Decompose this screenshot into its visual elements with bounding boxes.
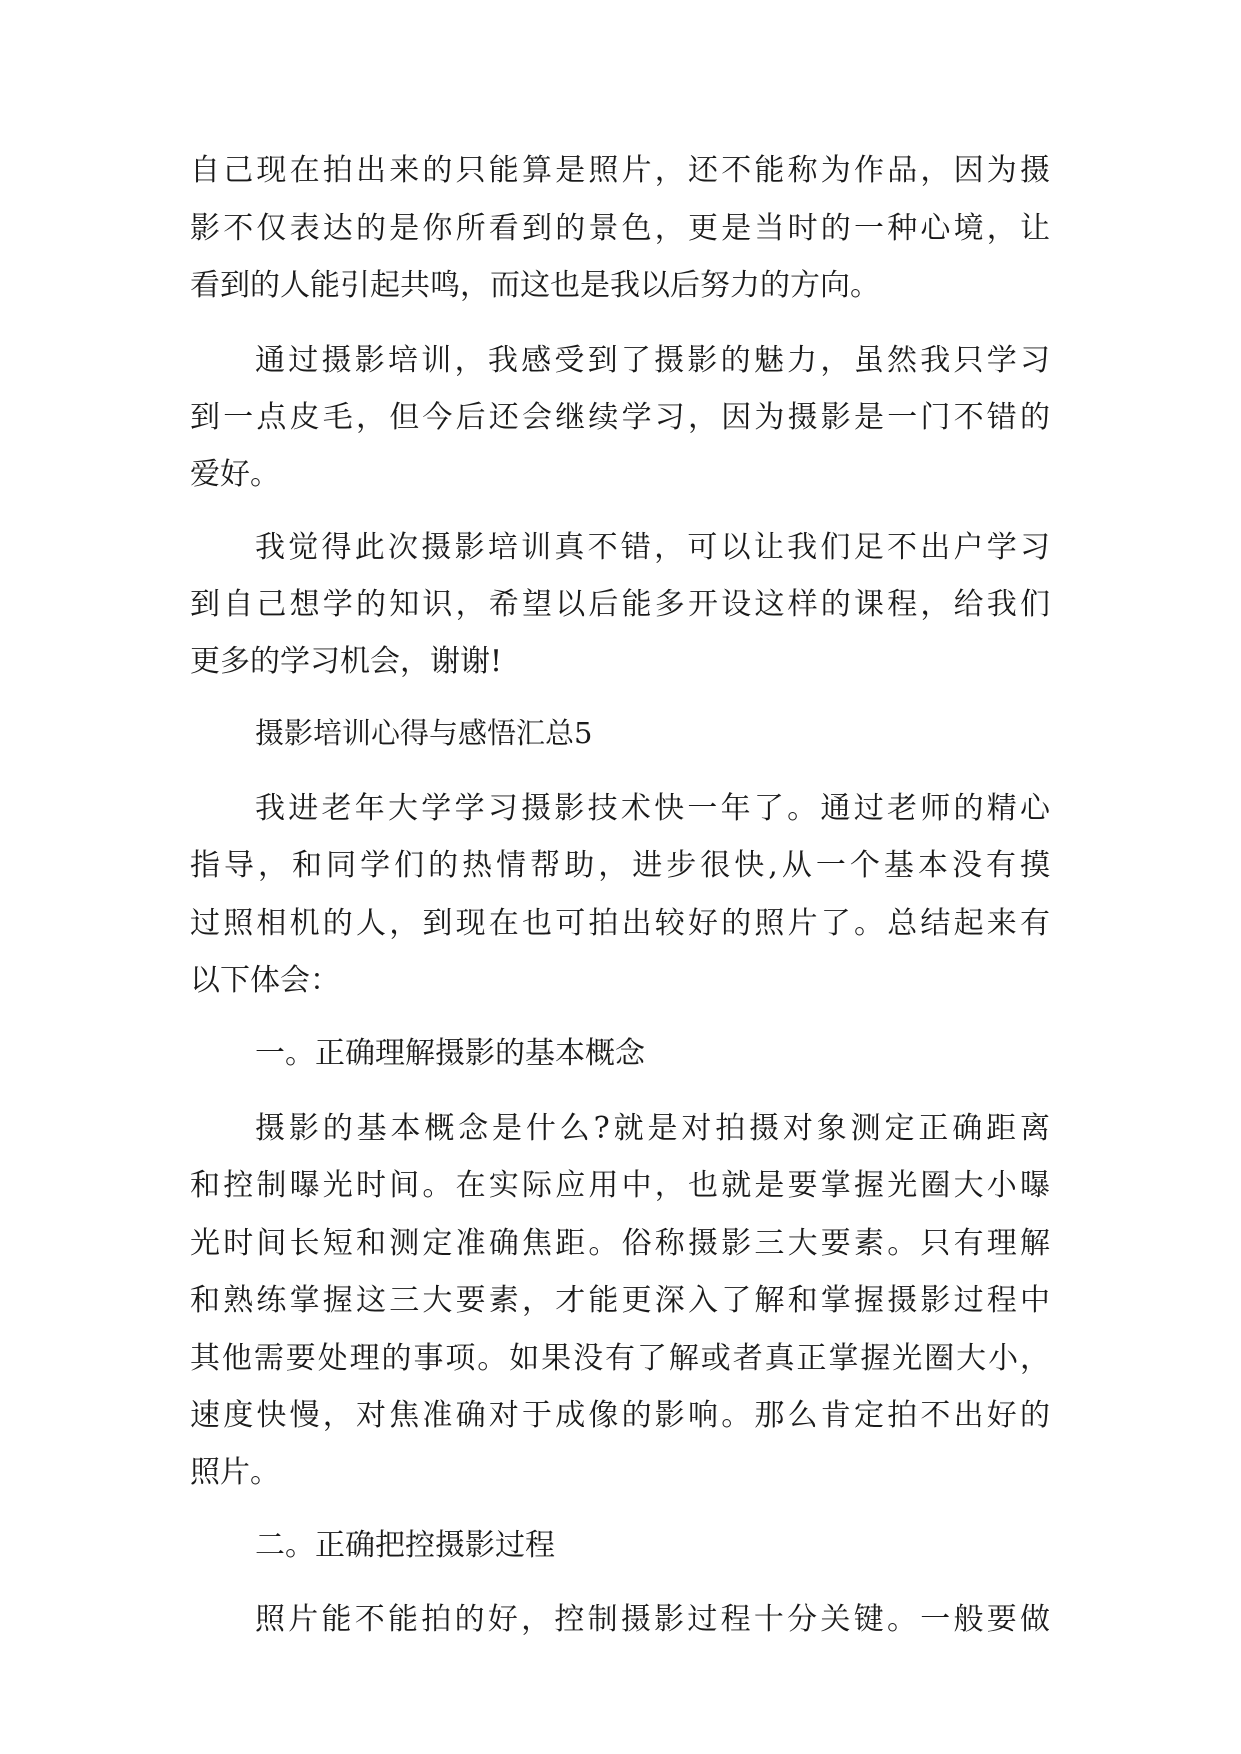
paragraph-line: 以下体会： xyxy=(190,963,340,998)
paragraph-line: 到一点皮毛，但今后还会继续学习，因为摄影是一门不错的 xyxy=(190,400,1050,435)
paragraph-line: 过照相机的人，到现在也可拍出较好的照片了。总结起来有 xyxy=(190,906,1050,941)
paragraph-line: 看到的人能引起共鸣，而这也是我以后努力的方向。 xyxy=(190,268,880,303)
paragraph-line: 我觉得此次摄影培训真不错，可以让我们足不出户学习 xyxy=(255,530,1050,565)
paragraph-line: 我进老年大学学习摄影技术快一年了。通过老师的精心 xyxy=(255,791,1050,826)
paragraph-line: 和熟练掌握这三大要素，才能更深入了解和掌握摄影过程中 xyxy=(190,1283,1050,1318)
paragraph-line: 通过摄影培训，我感受到了摄影的魅力，虽然我只学习 xyxy=(255,343,1050,378)
paragraph-line: 摄影的基本概念是什么?就是对拍摄对象测定正确距离 xyxy=(255,1111,1050,1146)
paragraph-line: 照片能不能拍的好，控制摄影过程十分关键。一般要做 xyxy=(255,1602,1050,1637)
paragraph-line: 爱好。 xyxy=(190,457,280,492)
paragraph-line: 速度快慢，对焦准确对于成像的影响。那么肯定拍不出好的 xyxy=(190,1398,1050,1433)
paragraph-line: 更多的学习机会，谢谢! xyxy=(190,644,503,679)
paragraph-line: 到自己想学的知识，希望以后能多开设这样的课程，给我们 xyxy=(190,587,1050,622)
paragraph-line: 指导，和同学们的热情帮助，进步很快,从一个基本没有摸 xyxy=(190,848,1050,883)
paragraph-line: 其他需要处理的事项。如果没有了解或者真正掌握光圈大小， xyxy=(190,1341,1050,1376)
paragraph-line: 自己现在拍出来的只能算是照片，还不能称为作品，因为摄 xyxy=(190,153,1050,188)
subsection-heading: 一。正确理解摄影的基本概念 xyxy=(255,1036,645,1071)
section-heading: 摄影培训心得与感悟汇总5 xyxy=(255,716,593,750)
paragraph-line: 影不仅表达的是你所看到的景色，更是当时的一种心境，让 xyxy=(190,211,1050,246)
paragraph-line: 和控制曝光时间。在实际应用中，也就是要掌握光圈大小曝 xyxy=(190,1168,1050,1203)
subsection-heading: 二。正确把控摄影过程 xyxy=(255,1528,555,1563)
paragraph-line: 光时间长短和测定准确焦距。俗称摄影三大要素。只有理解 xyxy=(190,1226,1050,1261)
paragraph-line: 照片。 xyxy=(190,1455,280,1490)
